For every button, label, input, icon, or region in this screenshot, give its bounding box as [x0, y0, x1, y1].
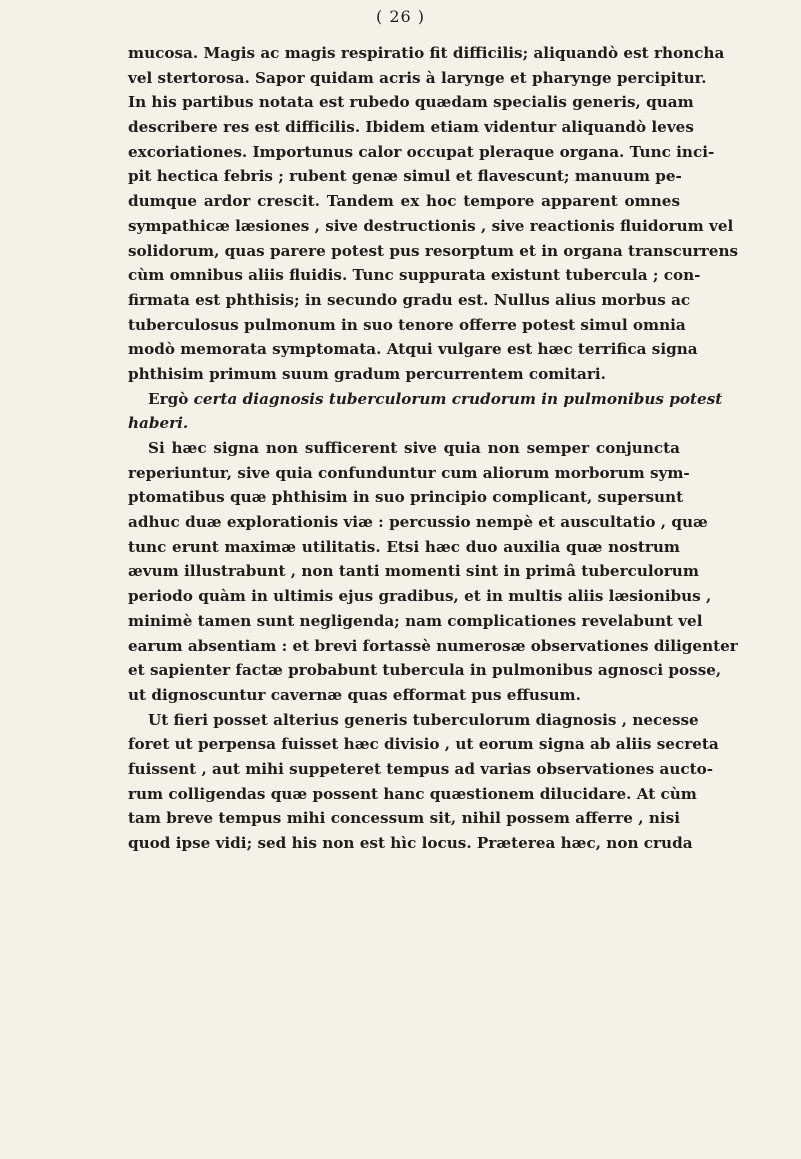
- text-line: vel stertorosa. Sapor quidam acris à larynge et pharynge percipitur.: [128, 68, 707, 87]
- text-line: In his partibus notata est rubedo quædam specialis generis, quam: [128, 93, 694, 112]
- text-line: excoriationes. Importunus calor occupat pleraque organa. Tunc inci-: [128, 142, 715, 161]
- text-line: tunc erunt maximæ utilitatis. Etsi hæc duo auxilia quæ nostrum: [128, 537, 680, 556]
- text-line: foret ut perpensa fuisset hæc divisio , ut eorum signa ab aliis secreta: [128, 735, 719, 754]
- text-line: cùm omnibus aliis fluidis. Tunc suppurata existunt tubercula ; con-: [128, 266, 701, 285]
- text-line: et sapienter factæ probabunt tubercula in pulmonibus agnosci posse,: [128, 661, 722, 680]
- text-line: dumque ardor crescit. Tandem ex hoc tempore apparent omnes: [128, 192, 680, 211]
- text-line: solidorum, quas parere potest pus resorptum et in organa transcurrens: [128, 241, 739, 260]
- italic-paragraph-line: [128, 411, 680, 436]
- page-number: ( 26 ): [375, 7, 425, 26]
- italic-paragraph-line: [128, 387, 723, 412]
- text-line: ptomatibus quæ phthisim in suo principio complicant, supersunt: [128, 488, 684, 507]
- text-line: modò memorata symptomata. Atqui vulgare est hæc terrifica signa: [128, 340, 698, 359]
- text-line: Si hæc signa non sufficerent sive quia non semper conjuncta: [148, 439, 680, 457]
- text-line: earum absentiam : et brevi fortassè numerosæ observationes diligenter: [128, 636, 738, 655]
- text-line: describere res est difficilis. Ibidem etiam videntur aliquandò leves: [128, 118, 694, 137]
- text-line: ut dignoscuntur cavernæ quas efformat pus effusum.: [128, 685, 581, 704]
- text-line: rum colligendas quæ possent hanc quæstionem dilucidare. At cùm: [128, 784, 697, 803]
- text-line: pit hectica febris ; rubent genæ simul et flavescunt; manuum pe-: [128, 167, 682, 186]
- text-line: adhuc duæ explorationis viæ : percussio nempè et auscultatio , quæ: [128, 513, 708, 532]
- text-line: sympathicæ læsiones , sive destructionis , sive reactionis fluidorum vel: [128, 216, 734, 235]
- text-line: reperiuntur, sive quia confunduntur cum aliorum morborum sym-: [128, 463, 690, 482]
- text-line: minimè tamen sunt negligenda; nam complicationes revelabunt vel: [128, 611, 703, 630]
- text-line: ævum illustrabunt , non tanti momenti sint in primâ tuberculorum: [128, 562, 699, 581]
- text-line: tuberculosus pulmonum in suo tenore offerre potest simul omnia: [128, 315, 686, 334]
- text-line: firmata est phthisis; in secundo gradu est. Nullus alius morbus ac: [128, 290, 691, 309]
- italic-lead: Ergò: [148, 389, 189, 408]
- text-line: tam breve tempus mihi concessum sit, nihil possem afferre , nisi: [128, 809, 680, 828]
- text-line: quod ipse vidi; sed his non est hìc locus. Præterea hæc, non cruda: [128, 834, 693, 852]
- text-line: periodo quàm in ultimis ejus gradibus, et in multis aliis læsionibus ,: [128, 587, 712, 606]
- italic-text: haberi.: [128, 414, 189, 433]
- text-line: Ut fieri posset alterius generis tuberculorum diagnosis , necesse: [148, 710, 699, 729]
- italic-text: certa diagnosis tuberculorum crudorum in pulmonibus potest: [193, 389, 723, 408]
- body-text: [128, 41, 739, 856]
- text-line: fuissent , aut mihi suppeteret tempus ad varias observationes aucto-: [128, 759, 714, 778]
- text-line: phthisim primum suum gradum percurrentem comitari.: [128, 364, 606, 383]
- text-line: mucosa. Magis ac magis respiratio fit difficilis; aliquandò est rhoncha: [128, 44, 725, 62]
